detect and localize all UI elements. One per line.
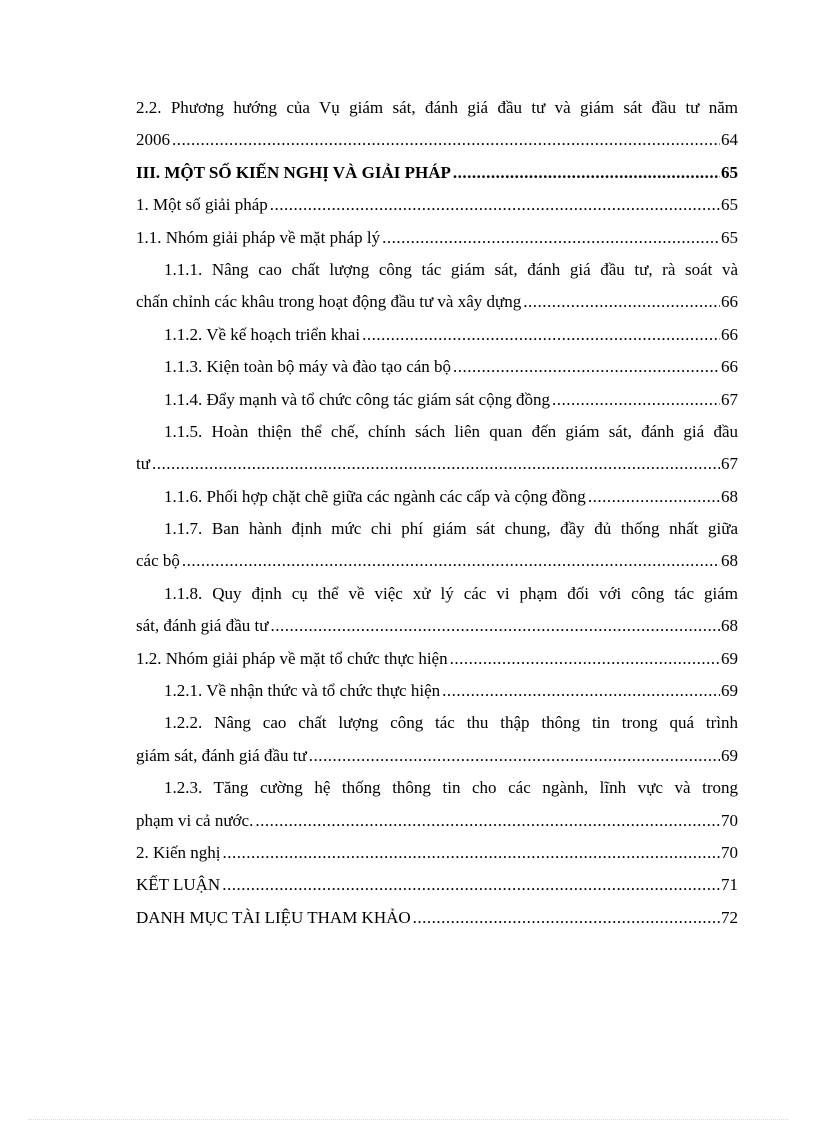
toc-entry-1-1[interactable]: [136, 222, 738, 254]
toc-page-number: 68: [721, 616, 738, 636]
toc-entry-1-1-6[interactable]: [136, 481, 738, 513]
toc-entry-1-1-2[interactable]: [136, 319, 738, 351]
toc-entry-references[interactable]: [136, 902, 738, 934]
toc-entry-1-1-3[interactable]: [136, 351, 738, 383]
toc-leader-dots: [172, 124, 720, 156]
toc-entry-1-2-2-line1: 1.2.2. Nâng cao chất lượng công tác thu thập thông tin trong quá trình: [164, 713, 738, 733]
toc-entry-text: giám sát, đánh giá đầu tư: [136, 745, 307, 765]
toc-leader-dots: [270, 189, 720, 221]
toc-page-number: 65: [721, 162, 738, 182]
toc-entry-2-2-line1: 2.2. Phương hướng của Vụ giám sát, đánh giá đầu tư và giám sát đầu tư năm: [136, 98, 738, 117]
toc-entry-1-1-5-line1: 1.1.5. Hoàn thiện thể chế, chính sách liên quan đến giám sát, đánh giá đầu: [164, 421, 738, 441]
page-bottom-divider: [28, 1119, 788, 1120]
toc-page-number: 64: [721, 130, 738, 150]
toc-page-number: 71: [721, 875, 738, 895]
toc-entry-text: 1.1.3. Kiện toàn bộ máy và đào tạo cán bộ: [164, 357, 452, 377]
toc-page-number: 65: [721, 227, 738, 247]
toc-entry-text: các bộ: [136, 551, 180, 571]
toc-page-number: 69: [721, 648, 738, 668]
toc-entry-iii[interactable]: [136, 157, 738, 189]
toc-leader-dots: [523, 286, 720, 318]
toc-entry-text: 1.1. Nhóm giải pháp về mặt pháp lý: [136, 227, 381, 247]
toc-entry-text: 1. Một số giải pháp: [136, 195, 268, 215]
toc-entry-1-2-3-line2[interactable]: [136, 805, 738, 837]
toc-leader-dots: [453, 157, 720, 189]
toc-page-number: 72: [721, 907, 738, 927]
toc-entry-text: 2006: [136, 130, 170, 150]
toc-leader-dots: [222, 869, 720, 901]
toc-entry-1-1-5-line2[interactable]: [136, 448, 738, 480]
toc-entry-1-1-8-line2[interactable]: [136, 610, 738, 642]
toc-entry-text: tư: [136, 454, 150, 474]
toc-leader-dots: [270, 610, 720, 642]
toc-entry-text: 2. Kiến nghị: [136, 842, 221, 862]
toc-entry-text: 1.2. Nhóm giải pháp về mặt tổ chức thực hiện: [136, 648, 448, 668]
toc-entry-text: 1.2.1. Về nhận thức và tổ chức thực hiện: [164, 681, 441, 701]
toc-entry-text: 1.1.6. Phối hợp chặt chẽ giữa các ngành các cấp và cộng đồng: [164, 486, 586, 506]
toc-page-number: 66: [721, 292, 738, 312]
toc-leader-dots: [552, 384, 720, 416]
toc-leader-dots: [309, 740, 720, 772]
toc-entry-text: phạm vi cả nước.: [136, 810, 254, 830]
toc-page-number: 66: [721, 357, 738, 377]
toc-leader-dots: [223, 837, 720, 869]
toc-entry-text: KẾT LUẬN: [136, 875, 221, 895]
toc-entry-1-2-2-line2[interactable]: [136, 740, 738, 772]
toc-entry-text: III. MỘT SỐ KIẾN NGHỊ VÀ GIẢI PHÁP: [136, 162, 451, 182]
toc-entry-1-2-3-line1: 1.2.3. Tăng cường hệ thống thông tin cho các ngành, lĩnh vực và trong: [164, 778, 738, 798]
toc-entry-2-2-line2[interactable]: [136, 124, 738, 156]
toc-entry-2[interactable]: [136, 837, 738, 869]
toc-leader-dots: [442, 675, 720, 707]
toc-page-number: 67: [721, 454, 738, 474]
toc-page-number: 67: [721, 389, 738, 409]
toc-page-number: 65: [721, 195, 738, 215]
toc-page-number: 70: [721, 810, 738, 830]
toc-leader-dots: [453, 351, 720, 383]
toc-entry-text: DANH MỤC TÀI LIỆU THAM KHẢO: [136, 907, 411, 927]
toc-entry-text: 1.1.2. Về kế hoạch triển khai: [164, 324, 361, 344]
toc-page-number: 70: [721, 842, 738, 862]
toc-page-number: 68: [721, 486, 738, 506]
toc-page-number: 68: [721, 551, 738, 571]
toc-entry-conclusion[interactable]: [136, 869, 738, 901]
toc-entry-text: chấn chỉnh các khâu trong hoạt động đầu tư và xây dựng: [136, 292, 522, 312]
toc-entry-text: sát, đánh giá đầu tư: [136, 616, 269, 636]
toc-leader-dots: [382, 222, 720, 254]
toc-page-number: 69: [721, 745, 738, 765]
toc-page-number: 69: [721, 681, 738, 701]
toc-entry-1-1-8-line1: 1.1.8. Quy định cụ thể về việc xử lý các vi phạm đối với công tác giám: [164, 583, 738, 603]
toc-leader-dots: [588, 481, 720, 513]
toc-entry-1-1-1-line2[interactable]: [136, 286, 738, 318]
toc-leader-dots: [182, 545, 720, 577]
toc-entry-1-1-4[interactable]: [136, 384, 738, 416]
toc-leader-dots: [362, 319, 720, 351]
toc-entry-1[interactable]: [136, 189, 738, 221]
toc-leader-dots: [255, 805, 720, 837]
toc-entry-1-1-7-line1: 1.1.7. Ban hành định mức chi phí giám sát chung, đầy đủ thống nhất giữa: [164, 519, 738, 539]
toc-page-number: 66: [721, 324, 738, 344]
toc-entry-1-1-1-line1: 1.1.1. Nâng cao chất lượng công tác giám sát, đánh giá đầu tư, rà soát và: [164, 259, 738, 279]
table-of-contents: [136, 92, 738, 934]
toc-entry-1-2-1[interactable]: [136, 675, 738, 707]
toc-entry-1-1-7-line2[interactable]: [136, 545, 738, 577]
toc-leader-dots: [450, 643, 720, 675]
toc-leader-dots: [152, 448, 720, 480]
toc-leader-dots: [413, 902, 720, 934]
toc-entry-1-2[interactable]: [136, 643, 738, 675]
toc-entry-text: 1.1.4. Đẩy mạnh và tổ chức công tác giám sát cộng đồng: [164, 389, 550, 409]
